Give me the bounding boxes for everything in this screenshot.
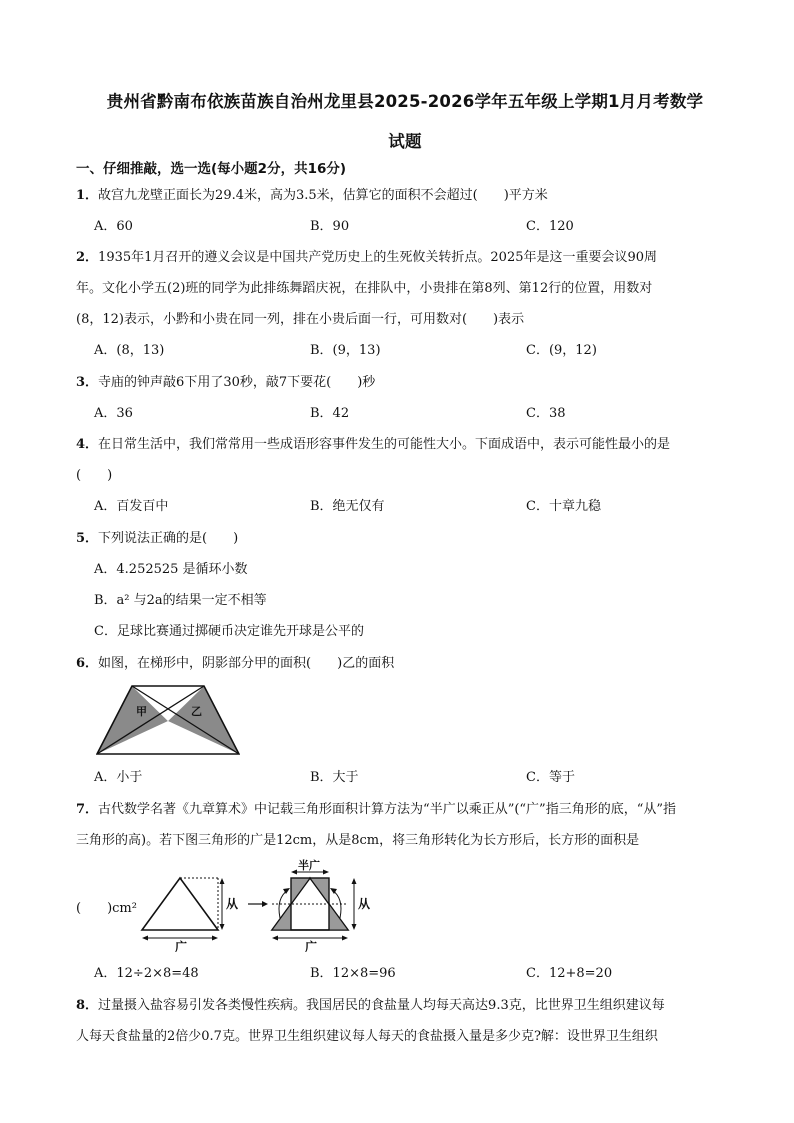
- question-4-line-2: ( ): [76, 468, 113, 483]
- q1-option-b: B．90: [310, 219, 350, 234]
- question-4: [76, 436, 756, 454]
- question-text: 故宫九龙壁正面长为29.4米，高为3.5米，估算它的面积不会超过( )平方米: [98, 188, 548, 203]
- section-heading: 一、仔细推敲，选一选(每小题2分，共16分): [76, 161, 347, 177]
- question-7-blank: ( )cm²: [76, 901, 137, 916]
- trapezoid-figure: [96, 684, 240, 756]
- question-number: 8．: [76, 998, 99, 1013]
- q6-option-c: C．等于: [526, 770, 575, 785]
- question-8: [76, 997, 756, 1015]
- label-cong-right: 从: [358, 897, 371, 911]
- question-6: [76, 655, 756, 673]
- q5-option-a: A．4.252525 是循环小数: [94, 562, 248, 577]
- label-guang-right: 广: [305, 940, 318, 952]
- question-number: 6．: [76, 656, 99, 671]
- exam-title: 贵州省黔南布依族苗族自治州龙里县2025-2026学年五年级上学期1月月考数学: [106, 92, 704, 111]
- q6-option-a: A．小于: [94, 770, 143, 785]
- q6-option-b: B．大于: [310, 770, 359, 785]
- label-ban-guang: 半广: [298, 859, 320, 872]
- question-2-line-3: (8，12)表示，小黔和小贵在同一列，排在小贵后面一行，可用数对( )表示: [76, 312, 525, 327]
- triangle-to-rectangle-figure: [138, 858, 390, 952]
- question-7: [76, 801, 756, 819]
- q2-option-b: B．(9，13): [310, 343, 381, 358]
- question-number: 7．: [76, 802, 99, 817]
- question-text: 寺庙的钟声敲6下用了30秒，敲7下要花( )秒: [98, 375, 376, 390]
- question-text: 过量摄入盐容易引发各类慢性疾病。我国居民的食盐量人均每天高达9.3克，比世界卫生组织建议每: [98, 998, 665, 1013]
- q4-option-a: A．百发百中: [94, 499, 169, 514]
- q5-option-c: C．足球比赛通过掷硬币决定谁先开球是公平的: [94, 624, 364, 639]
- question-text: 下列说法正确的是( ): [98, 531, 239, 546]
- q4-option-c: C．十章九稳: [526, 499, 601, 514]
- q3-option-c: C．38: [526, 406, 566, 421]
- triangle-shape: [142, 878, 218, 930]
- q7-option-c: C．12+8=20: [526, 966, 613, 981]
- exam-title-continued: 试题: [388, 132, 422, 151]
- q7-option-b: B．12×8=96: [310, 966, 396, 981]
- question-number: 3．: [76, 375, 99, 390]
- question-8-line-2: 人每天食盐量的2倍少0.7克。世界卫生组织建议每人每天的食盐摄入量是多少克?解：设世界卫生组织: [76, 1029, 658, 1044]
- q2-option-c: C．(9，12): [526, 343, 597, 358]
- q4-option-b: B．绝无仅有: [310, 499, 385, 514]
- label-guang-left: 广: [175, 940, 188, 952]
- q3-option-a: A．36: [94, 406, 133, 421]
- question-5: [76, 530, 756, 548]
- q3-option-b: B．42: [310, 406, 350, 421]
- q7-option-a: A．12÷2×8=48: [94, 966, 199, 981]
- question-2-line-2: 年。文化小学五(2)班的同学为此排练舞蹈庆祝，在排队中，小贵排在第8列、第12行的位置，用数对: [76, 281, 653, 296]
- q1-option-c: C．120: [526, 219, 574, 234]
- question-3: [76, 374, 756, 392]
- q1-option-a: A．60: [94, 219, 133, 234]
- question-number: 4．: [76, 437, 99, 452]
- question-number: 2．: [76, 250, 99, 265]
- question-7-line-2: 三角形的高)。若下图三角形的广是12cm，从是8cm，将三角形转化为长方形后，长方形的面积是: [76, 833, 640, 848]
- question-text: 古代数学名著《九章算术》中记载三角形面积计算方法为“半广以乘正从”(“广”指三角形的底，“从”指: [98, 802, 676, 817]
- question-2: [76, 249, 756, 267]
- question-text: 在日常生活中，我们常常用一些成语形容事件发生的可能性大小。下面成语中，表示可能性最小的是: [98, 437, 671, 452]
- question-1: [76, 187, 756, 205]
- question-text: 1935年1月召开的遵义会议是中国共产党历史上的生死攸关转折点。2025年是这一重要会议90周: [98, 250, 658, 265]
- question-text: 如图，在梯形中，阴影部分甲的面积( )乙的面积: [98, 656, 395, 671]
- question-number: 5．: [76, 531, 99, 546]
- q5-option-b: B．a² 与2a的结果一定不相等: [94, 593, 267, 608]
- q2-option-a: A．(8，13): [94, 343, 165, 358]
- label-jia: 甲: [136, 705, 147, 718]
- question-number: 1．: [76, 188, 99, 203]
- label-cong-left: 从: [226, 897, 239, 911]
- label-yi: 乙: [191, 705, 202, 718]
